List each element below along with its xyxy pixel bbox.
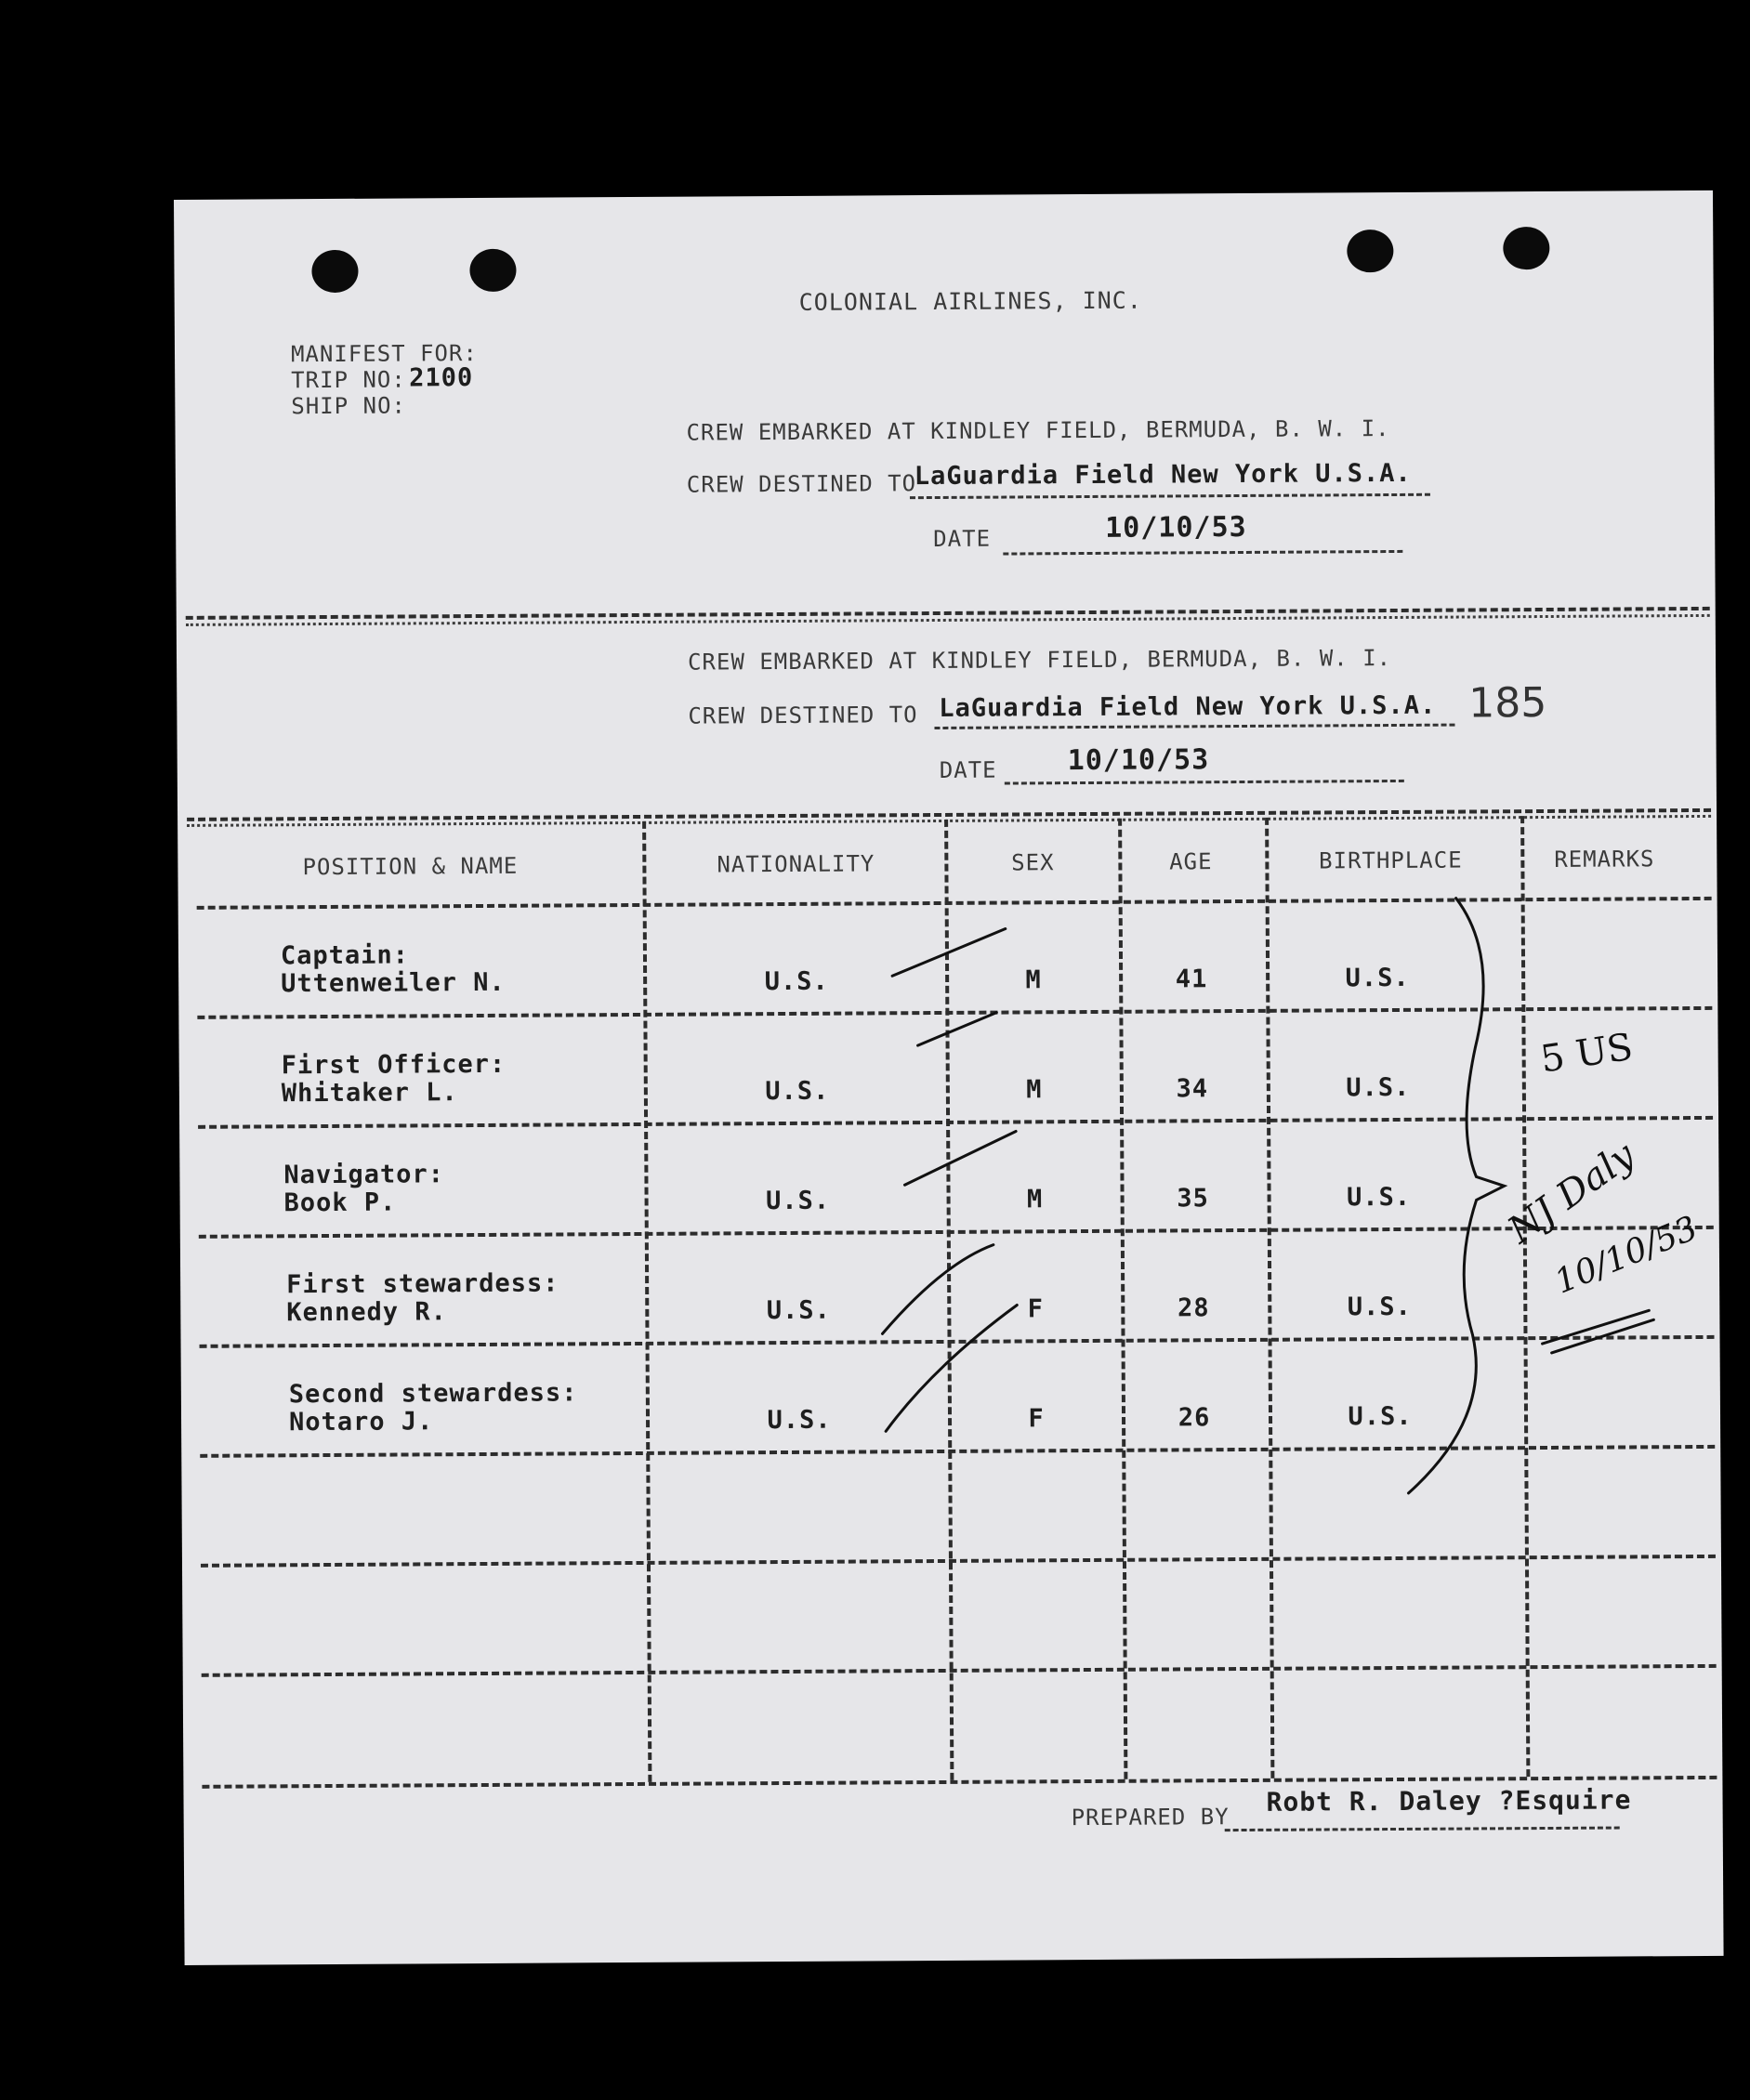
brace [1405,898,1507,1493]
check-mark [892,929,1006,977]
crew-position: Captain: [280,940,410,971]
col-header-birthplace: BIRTHPLACE [1319,847,1463,874]
handwritten-marks [174,190,1724,1965]
destined-label-1: CREW DESTINED TO [686,470,917,498]
crew-position: First Officer: [281,1049,507,1081]
crew-age: 34 [1176,1074,1209,1104]
date-label-2: DATE [939,756,997,783]
crew-sex: M [1025,965,1042,995]
manifest-sheet [174,190,1724,1965]
date-value-1: 10/10/53 [1105,510,1247,545]
trip-label: TRIP NO: [291,366,406,394]
crew-age: 41 [1175,965,1208,994]
crew-sex: F [1027,1294,1045,1324]
col-header-nationality: NATIONALITY [717,850,875,878]
crew-birthplace: U.S. [1347,1292,1412,1322]
ship-label: SHIP NO: [291,392,407,420]
crew-birthplace: U.S. [1346,1182,1412,1213]
crew-nationality: U.S. [765,1186,831,1216]
remark-initials: 5 US [1537,1025,1636,1082]
col-header-age: AGE [1169,848,1213,875]
date-value-2: 10/10/53 [1067,743,1210,778]
col-header-sex: SEX [1011,849,1055,876]
prepared-by-value: Robt R. Daley ?Esquire [1266,1784,1632,1818]
date-label-1: DATE [933,525,992,553]
crew-birthplace: U.S. [1346,1072,1411,1103]
remark-date: 10/10/53 [1549,1209,1704,1302]
destined-value-1: LaGuardia Field New York U.S.A. [914,458,1412,492]
crew-position: Navigator: [283,1160,445,1190]
col-header-position: POSITION & NAME [302,852,519,881]
crew-nationality: U.S. [764,966,829,997]
check-mark [882,1245,994,1334]
crew-name: Uttenweiler N. [281,967,506,999]
stamp-number: 185 [1468,678,1547,728]
crew-nationality: U.S. [767,1405,832,1436]
col-header-remarks: REMARKS [1554,846,1655,873]
manifest-for-label: MANIFEST FOR: [290,340,478,368]
prepared-by-label: PREPARED BY [1071,1804,1230,1831]
crew-name: Whitaker L. [281,1078,458,1109]
crew-birthplace: U.S. [1345,963,1410,993]
check-mark [904,1131,1016,1185]
crew-age: 26 [1178,1403,1211,1433]
crew-age: 35 [1177,1184,1209,1214]
crew-sex: F [1028,1404,1045,1434]
embarked-line-1: CREW EMBARKED AT KINDLEY FIELD, BERMUDA, B. W. I. [686,415,1390,446]
crew-position: Second stewardess: [288,1378,578,1410]
trip-number: 2100 [409,363,474,393]
crew-name: Kennedy R. [286,1297,447,1328]
destined-label-2: CREW DESTINED TO [688,702,918,729]
crew-birthplace: U.S. [1348,1401,1413,1432]
embarked-line-2: CREW EMBARKED AT KINDLEY FIELD, BERMUDA, B. W. I. [687,645,1392,676]
remark-signature: NJ Daly [1500,1134,1643,1253]
crew-nationality: U.S. [766,1295,831,1326]
crew-sex: M [1026,1075,1043,1105]
destined-value-2: LaGuardia Field New York U.S.A. [939,690,1437,723]
crew-sex: M [1026,1185,1044,1214]
company-name: COLONIAL AIRLINES, INC. [798,286,1142,316]
crew-age: 28 [1177,1293,1210,1323]
crew-position: First stewardess: [286,1268,559,1300]
crew-nationality: U.S. [765,1076,830,1107]
crew-name: Book P. [283,1188,397,1218]
check-mark [917,1013,996,1046]
crew-name: Notaro J. [288,1407,434,1437]
check-mark [885,1305,1018,1431]
